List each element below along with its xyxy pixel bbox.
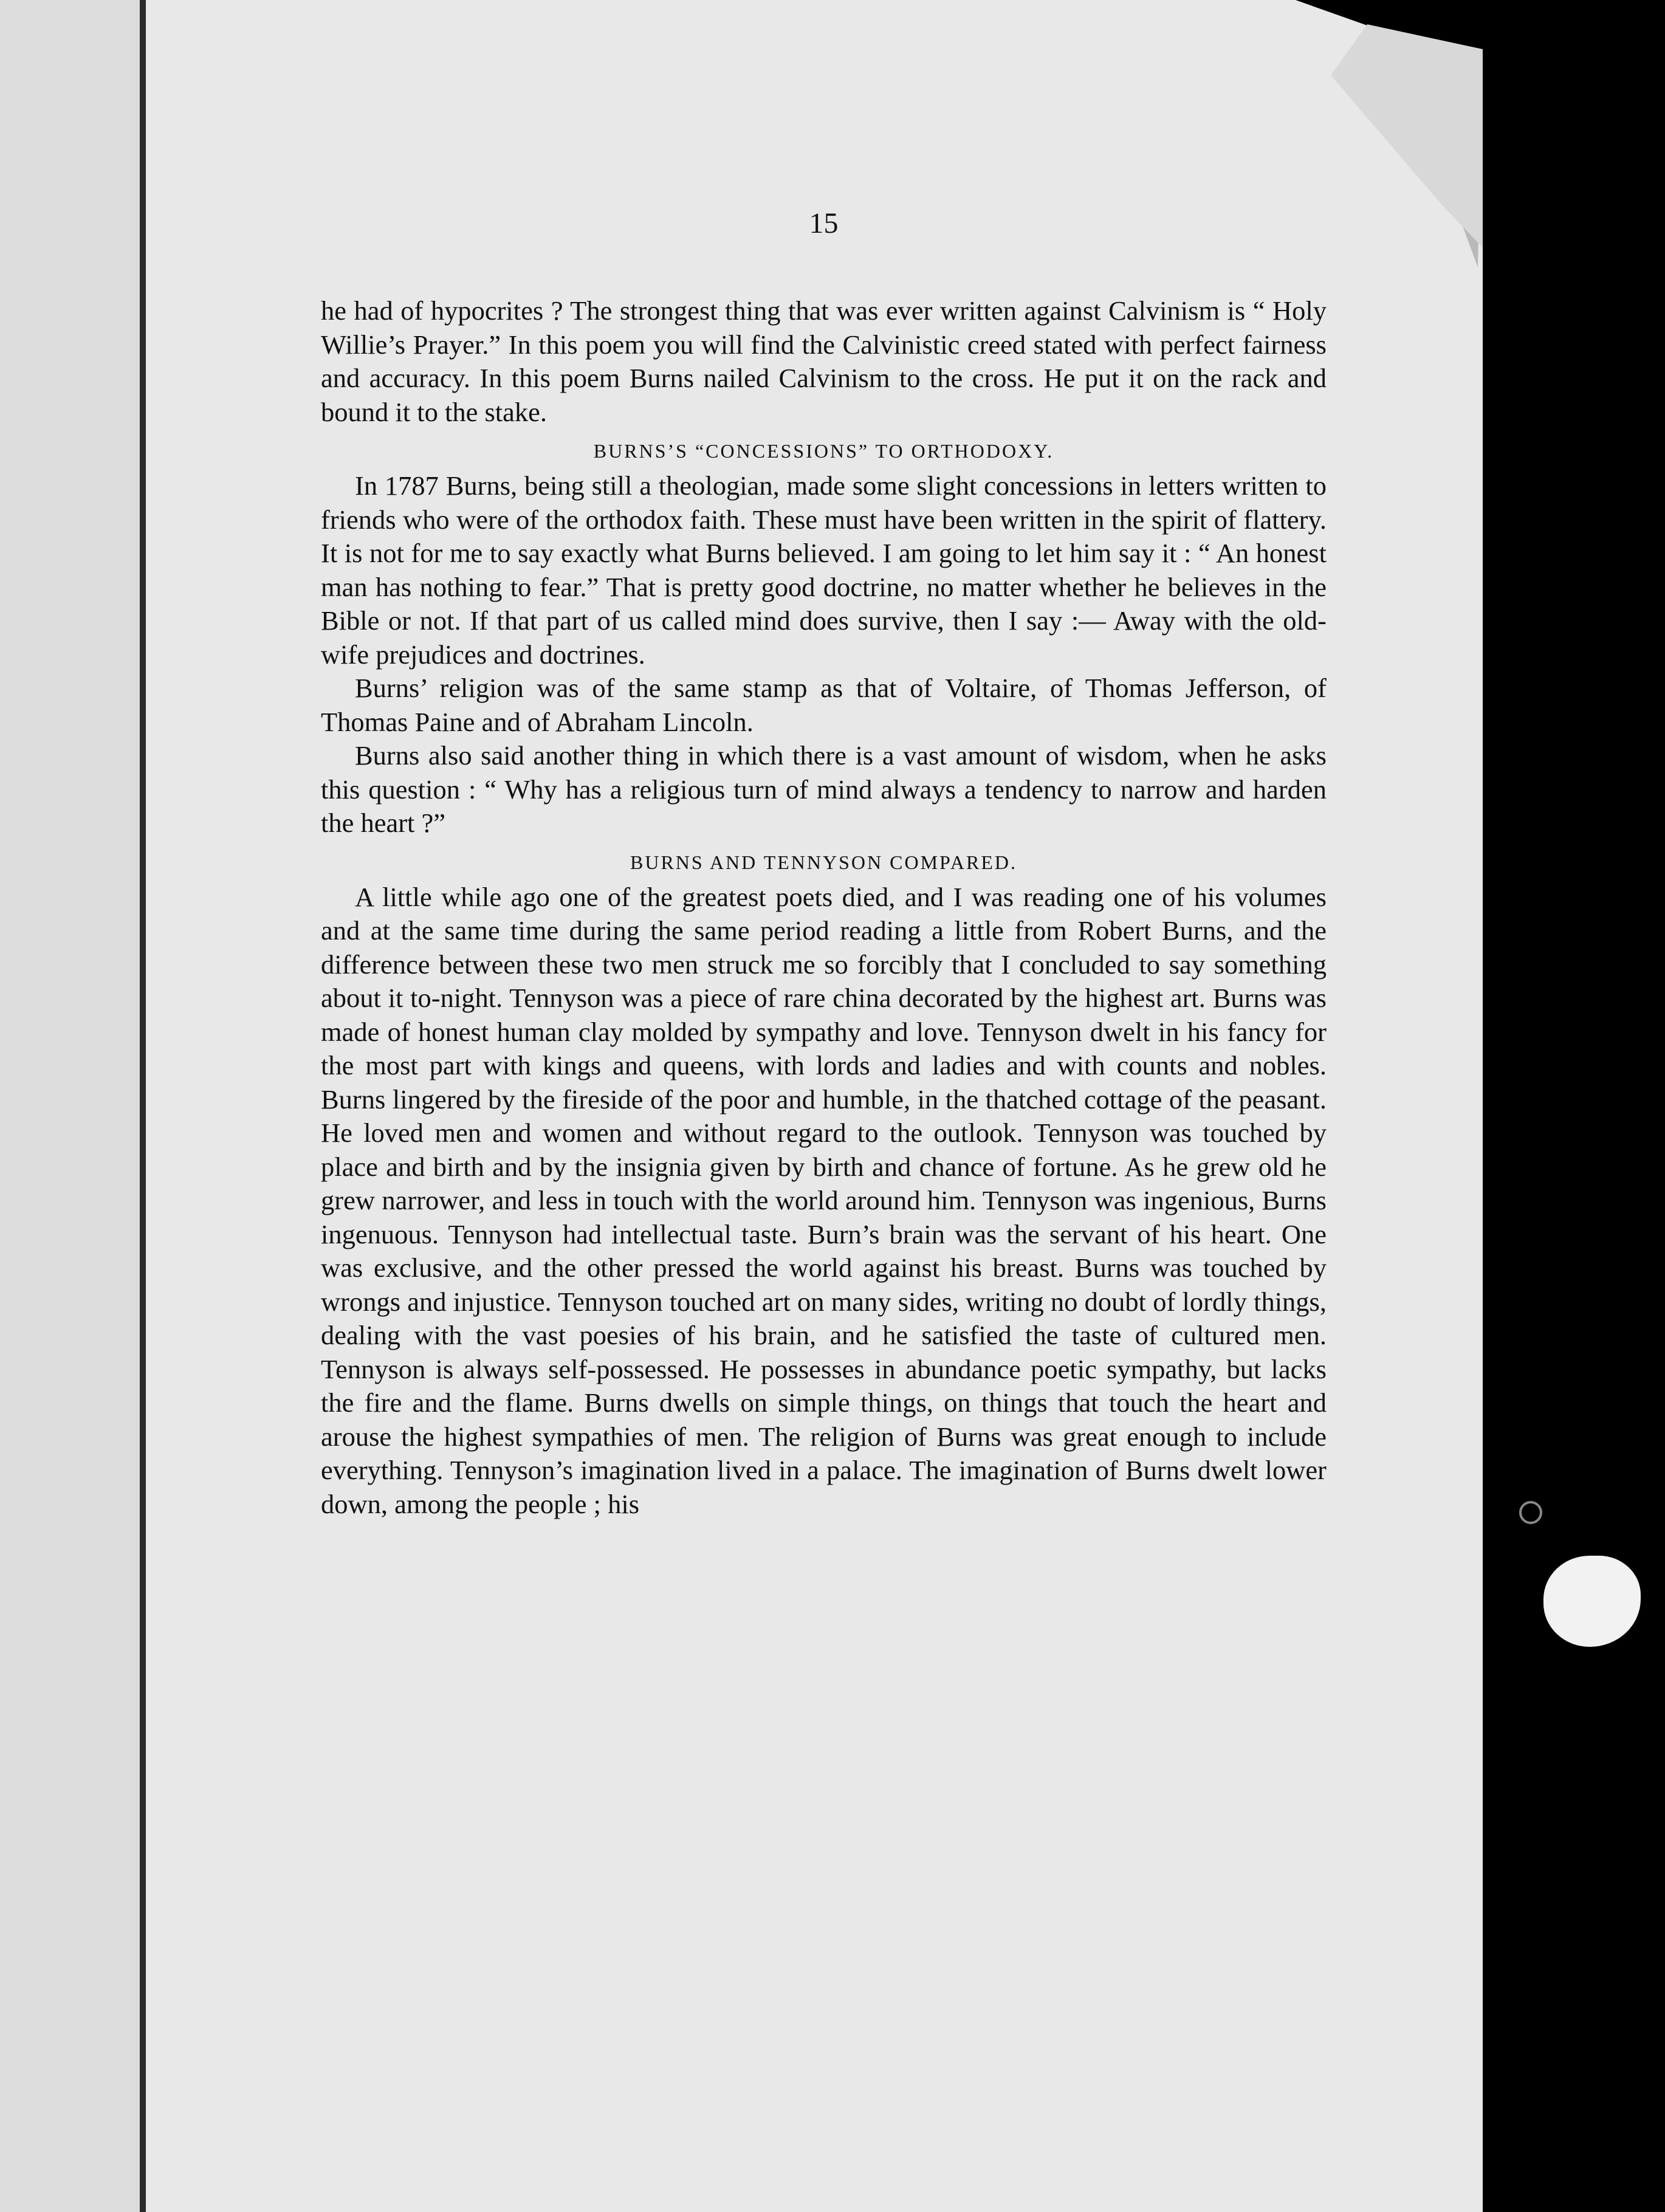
paragraph: Burns also said another thing in which there is a vast amount of wisdom, when he asks this question : “ Why has a religious turn of mind always a tendency to narrow and harden the heart ?” [321, 740, 1327, 838]
paragraph: In 1787 Burns, being still a theologian, made some slight concessions in letters written to friends who were of the orthodox faith. These must have been written in the spirit of flattery. It is not for me to say exactly what Burns believed. I am going to let him say it : “ An honest man has nothing to fear.” That is pretty good doctrine, no matter whether he believes in the Bible or not. If that part of us called mind does survive, then I say :— Away with the old-wife prejudices and doctrines. [321, 470, 1327, 670]
paper-speck [1519, 1501, 1542, 1524]
paragraph: Burns’ religion was of the same stamp as that of Voltaire, of Thomas Jefferson, of Thomas Paine and of Abraham Lincoln. [321, 673, 1327, 737]
page-gutter [140, 0, 146, 2212]
section-heading-concessions: BURNS’S “CONCESSIONS” TO ORTHODOXY. [593, 440, 1054, 462]
facing-page-edge [0, 0, 146, 2212]
section-heading-tennyson: BURNS AND TENNYSON COMPARED. [630, 851, 1017, 873]
paragraph: A little while ago one of the greatest poets died, and I was reading one of his volumes and at the same time during the same period reading a little from Robert Burns, and the difference between these two men struck me so forcibly that I concluded to say something about it to-night. Tennyson was a piece of rare china decorated by the highest art. Burns was made of honest human clay molded by sympathy and love. Tennyson dwelt in his fancy for the most part with kings and queens, with lords and ladies and with counts and nobles. Burns lingered by the fireside of the poor and humble, in the thatched cottage of the peasant. He loved men and women and without regard to the outlook. Tennyson was touched by place and birth and by the insignia given by birth and chance of fortune. As he grew old he grew narrower, and less in touch with the world around him. Tennyson was ingenious, Burns ingenuous. Tennyson had intellectual taste. Burn’s brain was the servant of his heart. One was exclusive, and the other pressed the world against his breast. Burns was touched by wrongs and injustice. Tennyson touched art on many sides, writing no doubt of lordly things, dealing with the vast poesies of his brain, and he satisfied the taste of cultured men. Tennyson is always self-possessed. He possesses in abundance poetic sympathy, but lacks the fire and the flame. Burns dwells on simple things, on things that touch the heart and arouse the highest sympathies of men. The religion of Burns was great enough to include everything. Tennyson’s imagination lived in a palace. The imagination of Burns dwelt lower down, among the people ; his [321, 881, 1327, 1519]
page-content [321, 207, 1327, 1521]
page-number: 15 [809, 207, 839, 239]
background-right [1483, 0, 1665, 2212]
paragraph: he had of hypocrites ? The strongest thing that was ever written against Calvinism is “ Holy Willie’s Prayer.” In this poem you will find the Calvinistic creed stated with perfect fairness and accuracy. In this poem Burns nailed Calvinism to the cross. He put it on the rack and bound it to the stake. [321, 295, 1327, 427]
